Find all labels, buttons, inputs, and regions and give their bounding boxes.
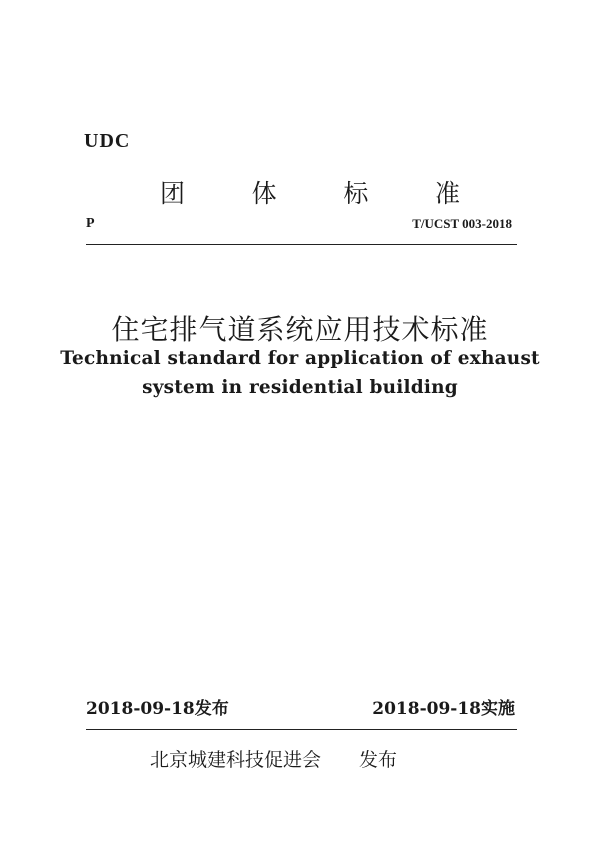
title-english-line-2: system in residential building: [142, 377, 458, 398]
standard-type-char: 标: [343, 179, 369, 208]
standard-number: T/UCST 003-2018: [412, 216, 512, 231]
standard-type-char: 体: [251, 179, 277, 208]
header-divider: [86, 244, 517, 245]
standard-type-char: 准: [434, 179, 460, 208]
standard-type-char: 团: [160, 179, 186, 208]
title-chinese: 住宅排气道系统应用技术标准: [111, 313, 489, 346]
classification-code: P: [86, 216, 95, 231]
footer-divider: [86, 729, 517, 730]
issuer-action: 发布: [359, 749, 398, 771]
publish-date: 2018-09-18发布: [86, 699, 229, 719]
issuer-organization: 北京城建科技促进会: [150, 749, 322, 771]
title-english-line-1: Technical standard for application of exhaust: [60, 348, 540, 369]
standard-type-heading: [160, 174, 460, 210]
udc-label: UDC: [84, 130, 131, 152]
issuer-line: [150, 745, 397, 772]
implementation-date: 2018-09-18实施: [372, 699, 515, 719]
